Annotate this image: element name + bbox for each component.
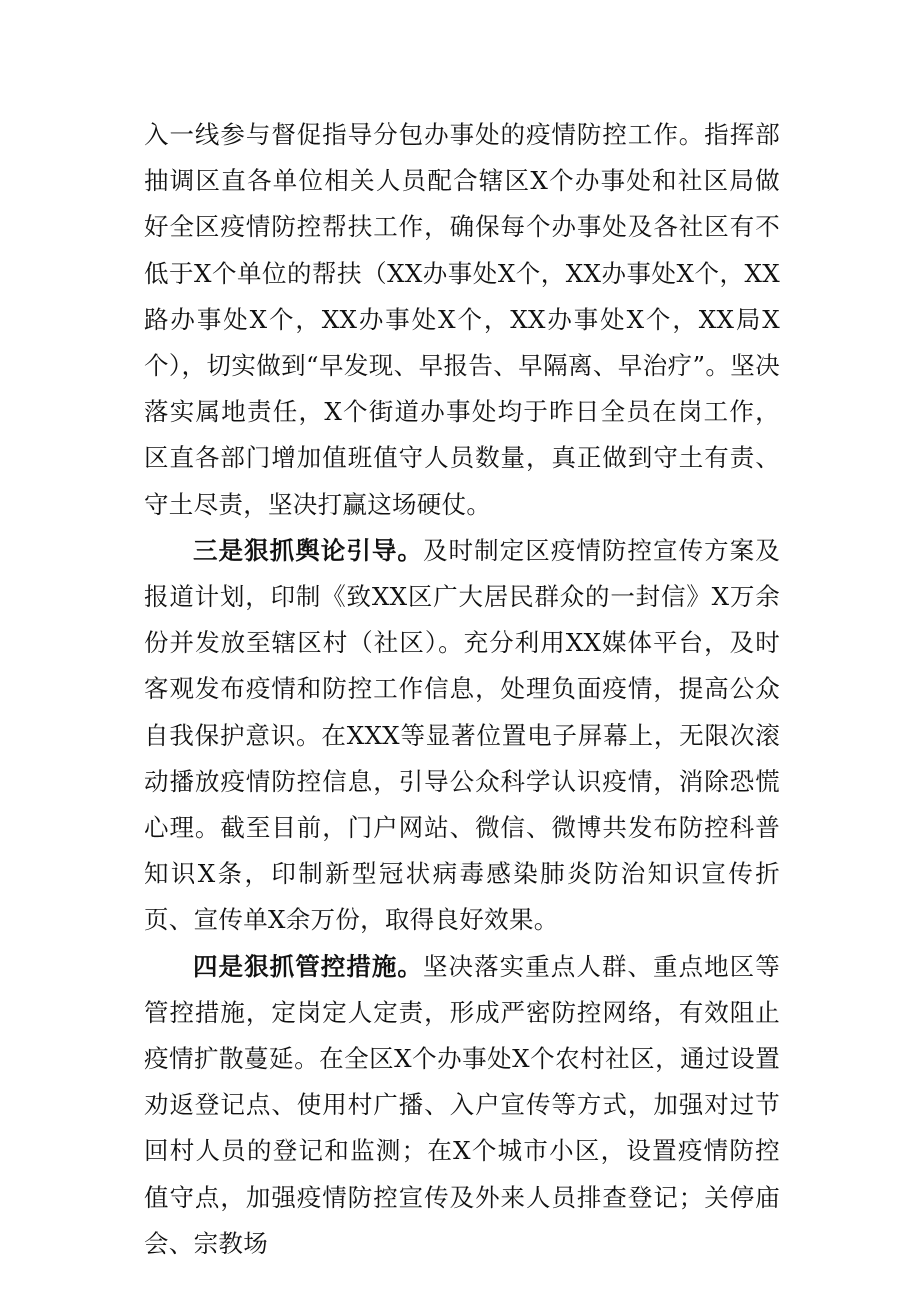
paragraph-control-measures xyxy=(144,944,780,1267)
document-page xyxy=(144,112,780,1267)
paragraph-2-heading: 三是狠抓舆论引导。 xyxy=(193,535,423,565)
paragraph-public-opinion xyxy=(144,528,780,944)
paragraph-3-heading: 四是狠抓管控措施。 xyxy=(193,951,423,981)
paragraph-3-text: 坚决落实重点人群、重点地区等管控措施，定岗定人定责，形成严密防控网络，有效阻止疫情扩散蔓延。在全区X个办事处X个农村社区，通过设置劝返登记点、使用村广播、入户宣传等方式，加强对过节回村人员的登记和监测；在X个城市小区，设置疫情防控值守点，加强疫情防控宣传及外来人员排查登记；关停庙会、宗教场 xyxy=(144,951,781,1258)
paragraph-2-text: 及时制定区疫情防控宣传方案及报道计划，印制《致XX区广大居民群众的一封信》X万余份并发放至辖区村（社区）。充分利用XX媒体平台，及时客观发布疫情和防控工作信息，处理负面疫情，提高公众自我保护意识。在XXX等显著位置电子屏幕上，无限次滚动播放疫情防控信息，引导公众科学认识疫情，消除恐慌心理。截至目前，门户网站、微信、微博共发布防控科普知识X条，印制新型冠状病毒感染肺炎防治知识宣传折页、宣传单X余万份，取得良好效果。 xyxy=(144,535,781,935)
paragraph-continuation xyxy=(144,112,780,528)
paragraph-1-text: 入一线参与督促指导分包办事处的疫情防控工作。指挥部抽调区直各单位相关人员配合辖区X个办事处和社区局做好全区疫情防控帮扶工作，确保每个办事处及各社区有不低于X个单位的帮扶（XX办事处X个，XX办事处X个，XX路办事处X个，XX办事处X个，XX办事处X个，XX局X个），切实做到“早发现、早报告、早隔离、早治疗”。坚决落实属地责任，X个街道办事处均于昨日全员在岗工作，区直各部门增加值班值守人员数量，真正做到守土有责、守土尽责，坚决打赢这场硬仗。 xyxy=(144,120,780,519)
